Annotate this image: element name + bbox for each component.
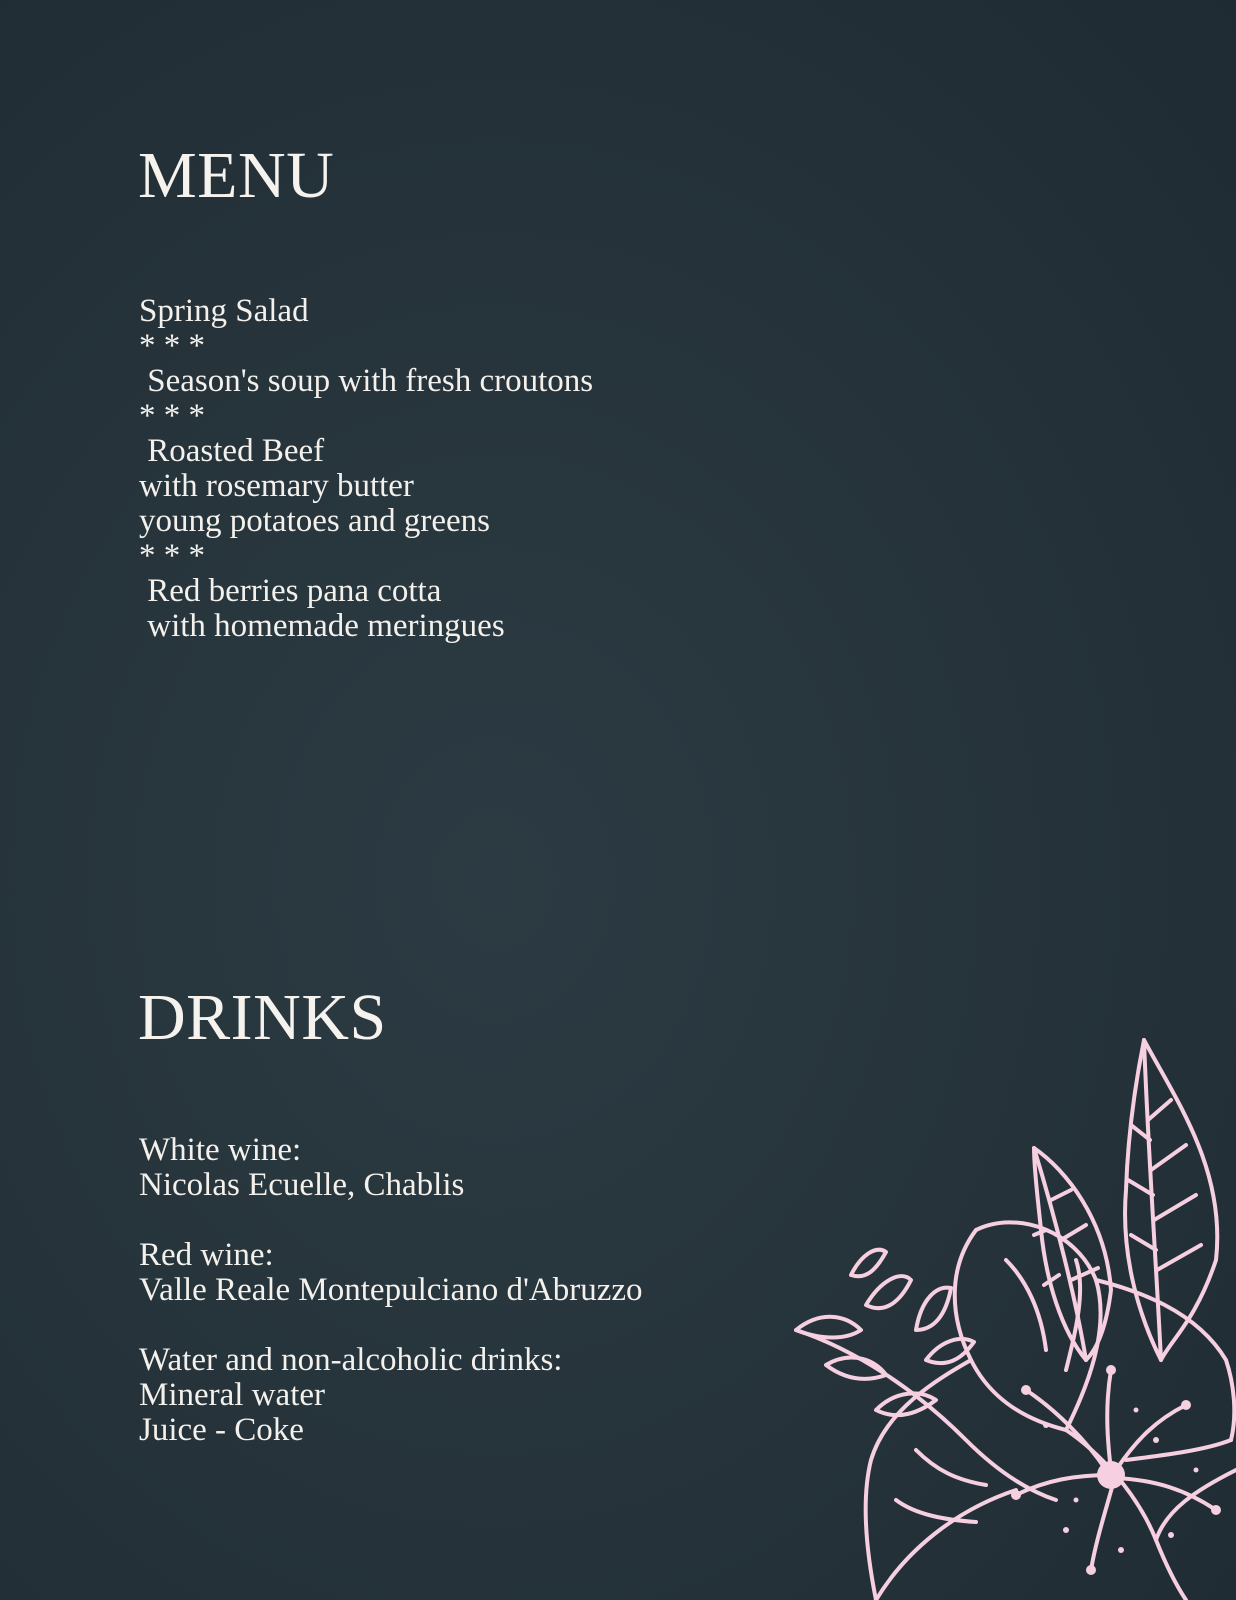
menu-separator: * * * [139,398,205,434]
drink-item: Nicolas Ecuelle, Chablis [139,1167,465,1203]
drink-item: Juice - Coke [139,1412,304,1448]
menu-line: with rosemary butter [139,468,414,504]
menu-line: Roasted Beef [139,433,325,469]
drinks-heading: DRINKS [138,981,387,1054]
drink-category-label: Red wine: [139,1237,274,1273]
menu-line: with homemade meringues [139,608,505,644]
floral-illustration [776,1030,1236,1600]
menu-list [139,294,593,644]
menu-line: young potatoes and greens [139,503,490,539]
drink-item: Mineral water [139,1377,325,1413]
menu-separator: * * * [139,328,205,364]
drink-category-label: Water and non-alcoholic drinks: [139,1342,563,1378]
menu-line: Season's soup with fresh croutons [139,363,594,399]
drink-category-label: White wine: [139,1132,302,1168]
menu-heading: MENU [138,139,335,212]
spacer [139,1203,643,1238]
menu-line: Red berries pana cotta [139,573,442,609]
drinks-list [139,1133,643,1448]
menu-separator: * * * [139,538,205,574]
spacer [139,1308,643,1343]
menu-line: Spring Salad [139,293,309,329]
drink-item: Valle Reale Montepulciano d'Abruzzo [139,1272,643,1308]
